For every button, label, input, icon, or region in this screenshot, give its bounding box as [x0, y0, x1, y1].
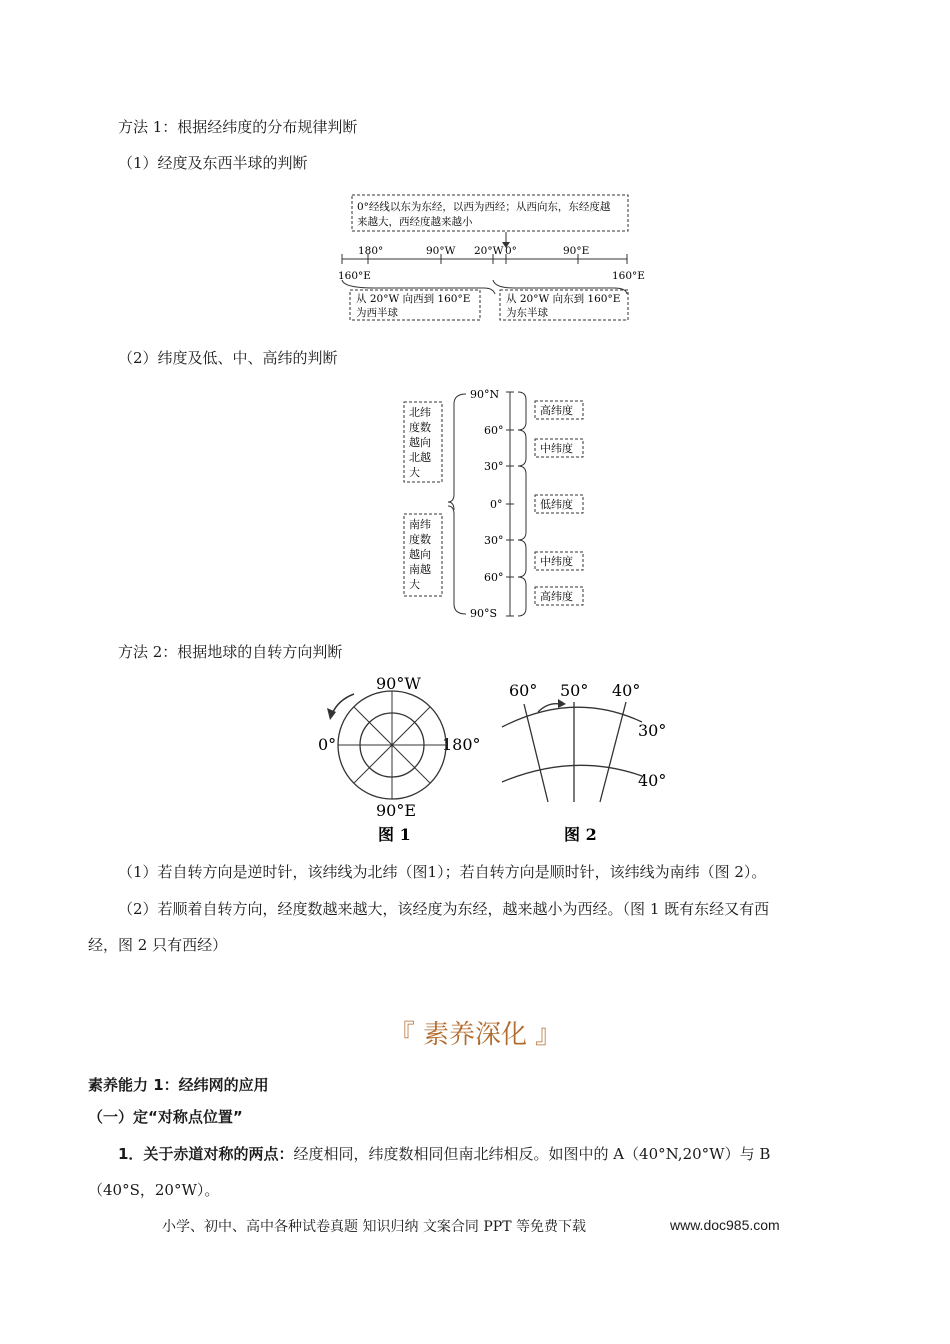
fig1-right-label: 180°	[442, 735, 481, 754]
lon-left-end: 160°E	[338, 270, 371, 282]
svg-text:大: 大	[409, 466, 420, 479]
svg-text:度数: 度数	[409, 533, 431, 546]
ability-item1	[118, 1143, 770, 1164]
ability-sub: （一）定“对称点位置”	[88, 1108, 243, 1126]
fig2-lat-label-40: 40°	[638, 771, 667, 790]
svg-text:北越: 北越	[409, 451, 431, 464]
east-box-line2: 为东半球	[506, 307, 548, 319]
fig1-left-label: 0°	[318, 735, 337, 754]
method2-p2-line1: （2）若顺着自转方向，经度数越来越大，该经度为东经，越来越小为西经。（图 1 既有东经又有西	[118, 900, 770, 918]
zone-mid-s: 中纬度	[540, 555, 573, 568]
lon-top-note-line1: 0°经线以东为东经，以西为西经；从西向东，东经度越	[357, 201, 611, 213]
rotation-figure	[312, 672, 672, 852]
tick-label-90e: 90°E	[563, 245, 590, 257]
north-brace	[448, 394, 466, 510]
tick-label-20w: 20°W	[474, 245, 504, 257]
fig2-lat-40	[502, 765, 642, 782]
fig2-lon-50: 50°	[560, 681, 589, 700]
west-brace	[342, 280, 495, 294]
zone-high-n: 高纬度	[540, 404, 573, 417]
ability-item1-label: 1．关于赤道对称的两点：	[118, 1145, 294, 1163]
svg-text:越向: 越向	[409, 436, 431, 449]
ability-item1-text: 经度相同，纬度数相同但南北纬相反。如图中的 A（40°N,20°W）与 B	[293, 1145, 771, 1163]
fig2-lat-30	[502, 707, 642, 727]
svg-text:南越: 南越	[409, 563, 431, 576]
east-box-line1: 从 20°W 向东到 160°E	[506, 293, 621, 305]
method1-sub2: （2）纬度及低、中、高纬的判断	[118, 349, 338, 367]
footer-text: 小学、初中、高中各种试卷真题 知识归纳 文案合同 PPT 等免费下载	[162, 1219, 586, 1235]
fig2-caption: 图 2	[564, 825, 597, 844]
west-box-line2: 为西半球	[356, 307, 398, 319]
west-box-line1: 从 20°W 向西到 160°E	[356, 293, 471, 305]
south-brace	[448, 506, 466, 614]
ability-heading: 素养能力 1：经纬网的应用	[88, 1076, 269, 1094]
section-title: 『 素养深化 』	[388, 1020, 562, 1050]
svg-text:30°: 30°	[484, 460, 504, 473]
longitude-figure	[334, 192, 654, 324]
lon-right-end: 160°E	[612, 270, 645, 282]
svg-text:度数: 度数	[409, 421, 431, 434]
method2-p2-line2: 经，图 2 只有西经）	[88, 936, 228, 954]
tick-label-90w: 90°W	[426, 245, 456, 257]
svg-text:30°: 30°	[484, 534, 504, 547]
zone-mid-n: 中纬度	[540, 442, 573, 455]
lon-top-note-line2: 来越大，西经度越来越小	[357, 216, 473, 228]
method2-p1: （1）若自转方向是逆时针，该纬线为北纬（图1）；若自转方向是顺时针，该纬线为南纬（图 2）。	[118, 863, 767, 881]
svg-text:越向: 越向	[409, 548, 431, 561]
fig1-bottom-label: 90°E	[376, 801, 417, 820]
fig1-top-label: 90°W	[376, 674, 421, 693]
east-brace	[493, 280, 627, 294]
method2-title: 方法 2：根据地球的自转方向判断	[118, 643, 343, 661]
fig2-lat-label-30: 30°	[638, 721, 667, 740]
svg-text:60°: 60°	[484, 571, 504, 584]
svg-text:大: 大	[409, 578, 420, 591]
svg-text:90°S: 90°S	[470, 607, 498, 620]
footer-url[interactable]: www.doc985.com	[670, 1217, 780, 1233]
svg-text:90°N: 90°N	[470, 388, 500, 401]
latitude-figure	[398, 384, 620, 624]
zone-high-s: 高纬度	[540, 590, 573, 603]
method1-title: 方法 1：根据经纬度的分布规律判断	[118, 118, 358, 136]
zone-low: 低纬度	[540, 498, 573, 511]
fig2-lon-60: 60°	[509, 681, 538, 700]
svg-text:南纬: 南纬	[409, 518, 431, 531]
svg-text:0°: 0°	[490, 498, 503, 511]
tick-label-0: 0°	[505, 245, 517, 257]
fig1-caption: 图 1	[378, 825, 411, 844]
ability-item1-line2: （40°S，20°W）。	[88, 1181, 220, 1199]
method1-sub1: （1）经度及东西半球的判断	[118, 154, 308, 172]
svg-text:北纬: 北纬	[409, 406, 431, 419]
svg-text:60°: 60°	[484, 424, 504, 437]
tick-label-180: 180°	[358, 245, 384, 257]
fig2-lon-40: 40°	[612, 681, 641, 700]
